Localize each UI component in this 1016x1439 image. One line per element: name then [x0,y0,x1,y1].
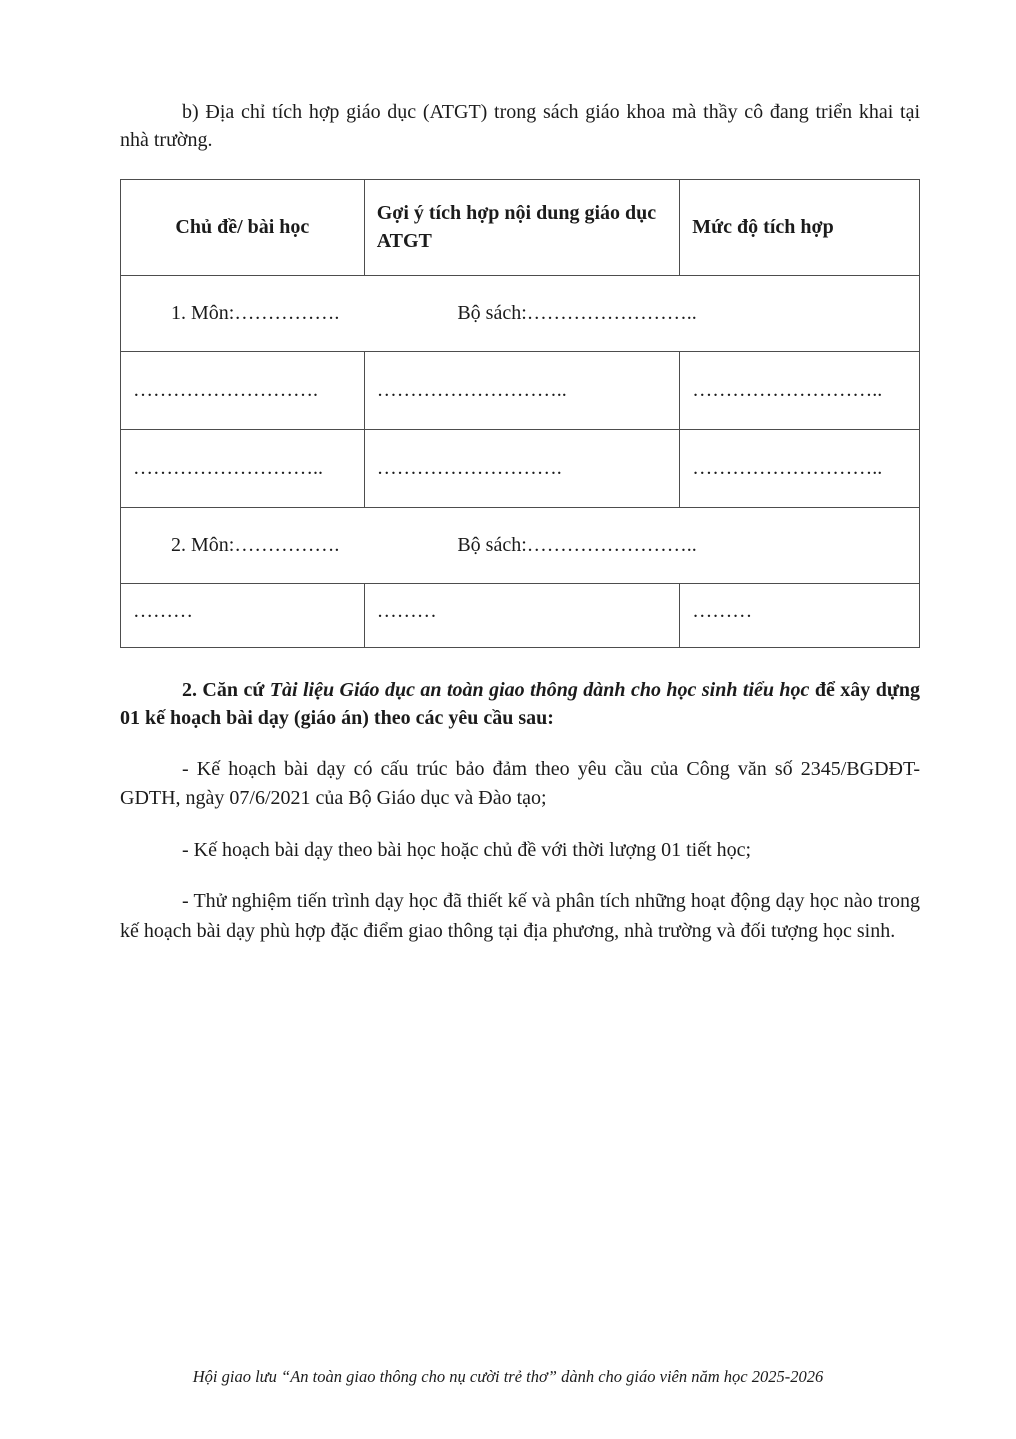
table-row-dotted-3 [121,583,920,647]
header-suggestion: Gợi ý tích hợp nội dung giáo dục ATGT [364,179,680,275]
section-2-heading-document-title: Tài liệu Giáo dục an toàn giao thông dành cho học sinh tiểu học [269,678,810,701]
dotted-cell: ………………………. [121,351,365,429]
subject-1-cell [121,275,920,351]
subject-1-content [133,302,907,325]
dotted-cell: ……… [680,583,920,647]
section-2-heading-suffix: để xây dựng 01 kế hoạch bài dạy (giáo án) theo các yêu cầu sau: [120,678,920,730]
table-row-dotted-2 [121,429,920,507]
atgt-integration-table [120,179,920,648]
page-footer: Hội giao lưu “An toàn giao thông cho nụ cười trẻ thơ” dành cho giáo viên năm học 2025-2026 [192,1367,824,1386]
subject-1-book: Bộ sách:…………………….. [457,301,697,324]
subject-2-book: Bộ sách:…………………….. [457,533,697,556]
dotted-cell: ……… [364,583,680,647]
dotted-cell: ……………………….. [121,429,365,507]
table-header-row [121,179,920,275]
header-level: Mức độ tích hợp [680,179,920,275]
table-row-subject-2 [121,507,920,583]
dotted-cell: ……………………….. [680,429,920,507]
subject-2-cell [121,507,920,583]
dotted-cell: ……… [121,583,365,647]
subject-2-content [133,534,907,557]
intro-paragraph: b) Địa chỉ tích hợp giáo dục (ATGT) trong sách giáo khoa mà thầy cô đang triển khai tại nhà trường. [120,101,920,152]
dotted-cell: ……………………….. [364,351,680,429]
header-topic: Chủ đề/ bài học [121,179,365,275]
requirement-item-2: - Kế hoạch bài dạy theo bài học hoặc chủ đề với thời lượng 01 tiết học; [182,838,752,861]
subject-1-label: 1. Môn:……………. [171,301,340,324]
table-row-subject-1 [121,275,920,351]
section-2-heading [120,676,920,733]
subject-2-label: 2. Môn:……………. [171,533,340,556]
requirement-item-3: - Thử nghiệm tiến trình dạy học đã thiết kế và phân tích những hoạt động dạy học nào trong kế hoạch bài dạy phù hợp đặc điểm giao thông tại địa phương, nhà trường và đối tượng học sinh. [120,890,920,942]
requirement-item-1: - Kế hoạch bài dạy có cấu trúc bảo đảm theo yêu cầu của Công văn số 2345/BGDĐT-GDTH, ngày 07/6/2021 của Bộ Giáo dục và Đào tạo; [120,757,920,810]
table-row-dotted-1 [121,351,920,429]
section-2-heading-prefix: 2. Căn cứ [182,678,270,701]
dotted-cell: ……………………….. [680,351,920,429]
dotted-cell: ………………………. [364,429,680,507]
